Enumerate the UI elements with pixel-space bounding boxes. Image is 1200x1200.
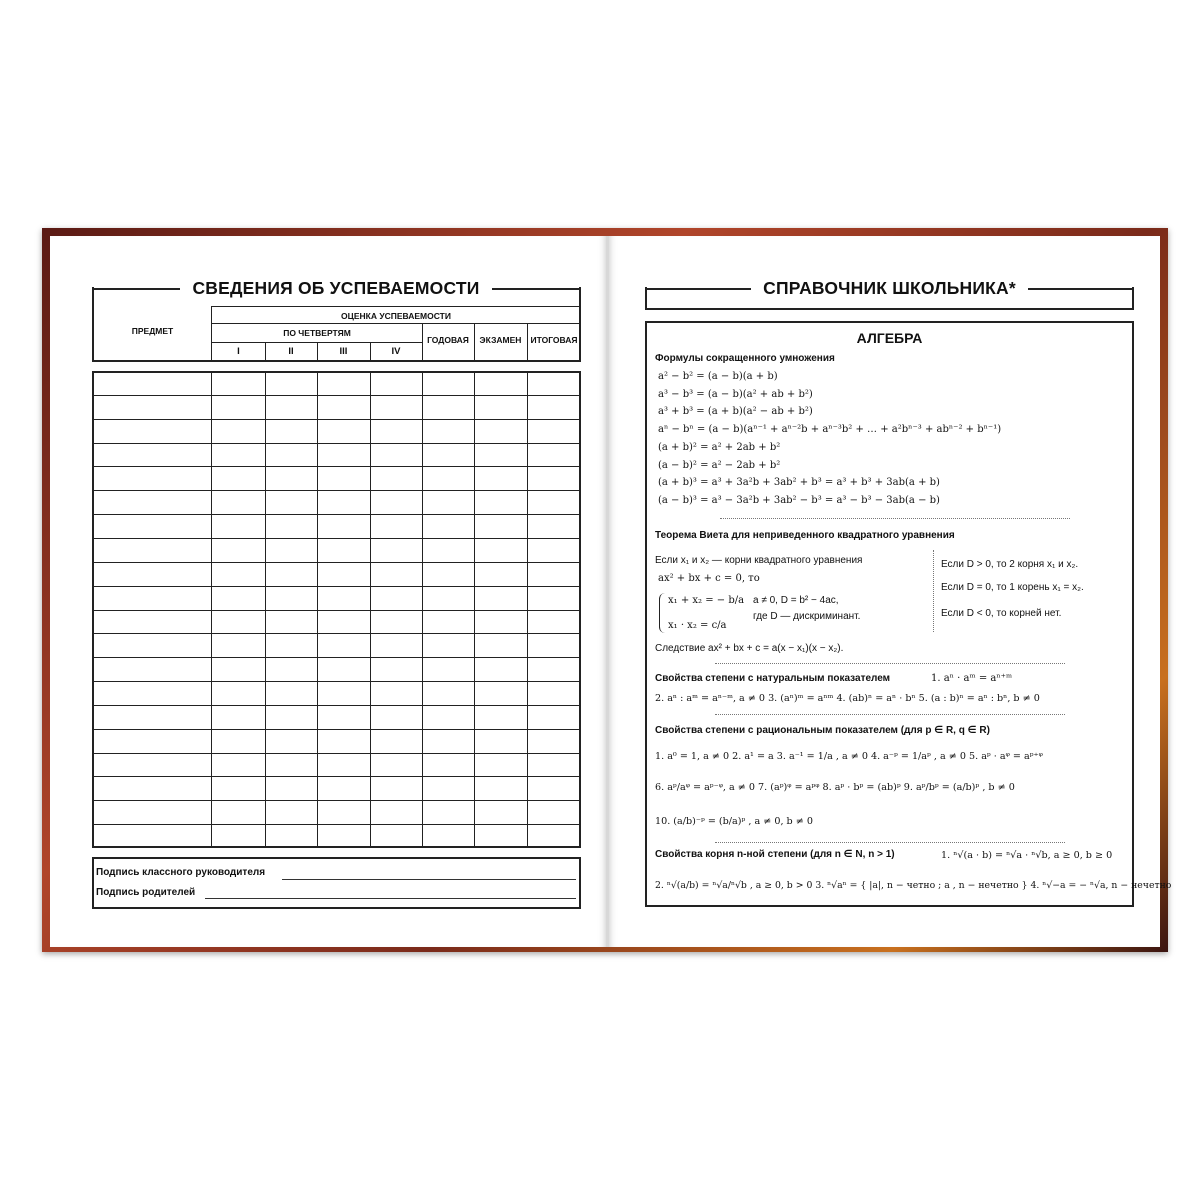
vieta-title: Теорема Виета для неприведенного квадратного уравнения: [655, 530, 955, 541]
table-row-line: [92, 633, 581, 634]
parents-signature-label: Подпись родителей: [96, 887, 196, 898]
natural-power-prop1: 1. aⁿ · aᵐ = aⁿ⁺ᵐ: [931, 673, 1013, 684]
title-rule: [1028, 288, 1134, 290]
header-q4: IV: [391, 346, 401, 357]
root-title: Свойства корня n-ной степени (для n ∈ N, n > 1): [655, 849, 895, 860]
section-divider: [715, 663, 1065, 664]
vieta-divider: [933, 550, 934, 632]
algebra-title: АЛГЕБРА: [856, 330, 923, 346]
header-q3: III: [339, 346, 348, 357]
vieta-sum: x₁ + x₂ = − b/a: [668, 595, 745, 606]
table-row-line: [92, 538, 581, 539]
vieta-cond2: где D — дискриминант.: [753, 611, 861, 622]
formula-line: a² − b² = (a − b)(a + b): [658, 371, 778, 382]
teacher-signature-label: Подпись классного руководителя: [96, 867, 266, 878]
header-quarters: ПО ЧЕТВЕРТЯМ: [283, 328, 351, 338]
header-final: ИТОГОВАЯ: [530, 335, 578, 345]
table-row-line: [92, 443, 581, 444]
header-q1: I: [237, 346, 240, 357]
right-page-title: СПРАВОЧНИК ШКОЛЬНИКА*: [763, 278, 1016, 298]
rational-power-line1: 1. a⁰ = 1, a ≠ 0 2. a¹ = a 3. a⁻¹ = 1/a , a ≠ 0 4. a⁻ᵖ = 1/aᵖ , a ≠ 0 5. aᵖ · aᵠ = aᵖ⁺ᵠ: [655, 751, 1043, 762]
discriminant-zero: Если D = 0, то 1 корень x₁ = x₂.: [941, 582, 1084, 593]
formula-line: a³ − b³ = (a − b)(a² + ab + b²): [658, 389, 813, 400]
header-grades: ОЦЕНКА УСПЕВАЕМОСТИ: [341, 311, 451, 321]
vieta-product: x₁ · x₂ = c/a: [668, 620, 727, 631]
natural-power-title: Свойства степени с натуральным показателем: [655, 673, 891, 684]
formula-line: (a + b)³ = a³ + 3a²b + 3ab² + b³ = a³ + b³ + 3ab(a + b): [658, 477, 940, 488]
table-column-line: [422, 371, 423, 848]
formula-line: (a − b)² = a² − 2ab + b²: [658, 460, 781, 471]
formula-line: aⁿ − bⁿ = (a − b)(aⁿ⁻¹ + aⁿ⁻²b + aⁿ⁻³b² + … + a²bⁿ⁻³ + abⁿ⁻² + bⁿ⁻¹): [658, 424, 1002, 435]
root-prop1: 1. ⁿ√(a · b) = ⁿ√a · ⁿ√b, a ≥ 0, b ≥ 0: [941, 850, 1113, 861]
abbrev-mult-title: Формулы сокращенного умножения: [655, 353, 835, 364]
section-divider: [715, 714, 1065, 715]
teacher-signature-line[interactable]: [282, 879, 576, 880]
table-row-line: [92, 514, 581, 515]
system-brace: [659, 593, 665, 633]
formula-line: (a − b)³ = a³ − 3a²b + 3ab² − b³ = a³ − b³ − 3ab(a − b): [658, 495, 940, 506]
table-row-line: [92, 800, 581, 801]
vieta-equation: ax² + bx + c = 0, то: [658, 573, 760, 584]
table-column-line: [474, 371, 475, 848]
header-exam: ЭКЗАМЕН: [479, 335, 522, 345]
table-row-line: [92, 419, 581, 420]
table-column-line: [211, 371, 212, 848]
parents-signature-line[interactable]: [205, 898, 576, 899]
table-row-line: [92, 490, 581, 491]
table-row-line: [92, 681, 581, 682]
header-q2: II: [288, 346, 294, 357]
rational-power-title: Свойства степени с рациональным показателем (для p ∈ R, q ∈ R): [655, 725, 990, 736]
table-column-line: [317, 371, 318, 848]
natural-power-props: 2. aⁿ : aᵐ = aⁿ⁻ᵐ, a ≠ 0 3. (aⁿ)ᵐ = aⁿᵐ 4. (ab)ⁿ = aⁿ · bⁿ 5. (a : b)ⁿ = aⁿ : bⁿ, b ≠ 0: [655, 693, 1040, 704]
table-row-line: [92, 657, 581, 658]
header-border: [92, 287, 94, 362]
discriminant-negative: Если D < 0, то корней нет.: [941, 608, 1062, 619]
table-row-line: [92, 729, 581, 730]
table-row-line: [92, 776, 581, 777]
table-column-line: [527, 371, 528, 848]
table-row-line: [92, 562, 581, 563]
table-column-line: [370, 371, 371, 848]
rational-power-line2: 6. aᵖ/aᵠ = aᵖ⁻ᵠ, a ≠ 0 7. (aᵖ)ᵠ = aᵖᵠ 8. aᵖ · bᵖ = (ab)ᵖ 9. aᵖ/bᵖ = (a/b)ᵖ , b ≠ 0: [655, 782, 1015, 793]
discriminant-positive: Если D > 0, то 2 корня x₁ и x₂.: [941, 559, 1079, 570]
table-column-line: [265, 371, 266, 848]
vieta-if: Если x₁ и x₂ — корни квадратного уравнения: [655, 555, 863, 566]
formula-line: a³ + b³ = (a + b)(a² − ab + b²): [658, 406, 813, 417]
header-rule: [212, 306, 580, 307]
table-row-line: [92, 395, 581, 396]
section-divider: [720, 518, 1070, 519]
section-divider: [715, 842, 1065, 843]
formula-line: (a + b)² = a² + 2ab + b²: [658, 442, 781, 453]
left-page-title: СВЕДЕНИЯ ОБ УСПЕВАЕМОСТИ: [192, 278, 480, 298]
table-row-line: [92, 586, 581, 587]
table-row-line: [92, 466, 581, 467]
table-row-line: [92, 705, 581, 706]
vieta-cond1: a ≠ 0, D = b² − 4ac,: [753, 595, 839, 606]
rational-power-line3: 10. (a/b)⁻ᵖ = (b/a)ᵖ , a ≠ 0, b ≠ 0: [655, 816, 813, 827]
header-subject: ПРЕДМЕТ: [131, 326, 174, 336]
table-row-line: [92, 753, 581, 754]
header-annual: ГОДОВАЯ: [427, 335, 469, 345]
table-row-line: [92, 824, 581, 825]
header-rule: [212, 323, 580, 324]
signature-box: [92, 857, 581, 909]
table-row-line: [92, 610, 581, 611]
vieta-corollary: Следствие ax² + bx + c = a(x − x₁)(x − x₂).: [655, 643, 844, 654]
root-props: 2. ⁿ√(a/b) = ⁿ√a/ⁿ√b , a ≥ 0, b > 0 3. ⁿ√aⁿ = { |a|, n − четно ; a , n − нечетно } 4. ⁿ√−a = − ⁿ√a, n − нечетно: [655, 880, 1172, 891]
title-rule: [645, 288, 751, 290]
right-title-row: [645, 278, 1134, 299]
